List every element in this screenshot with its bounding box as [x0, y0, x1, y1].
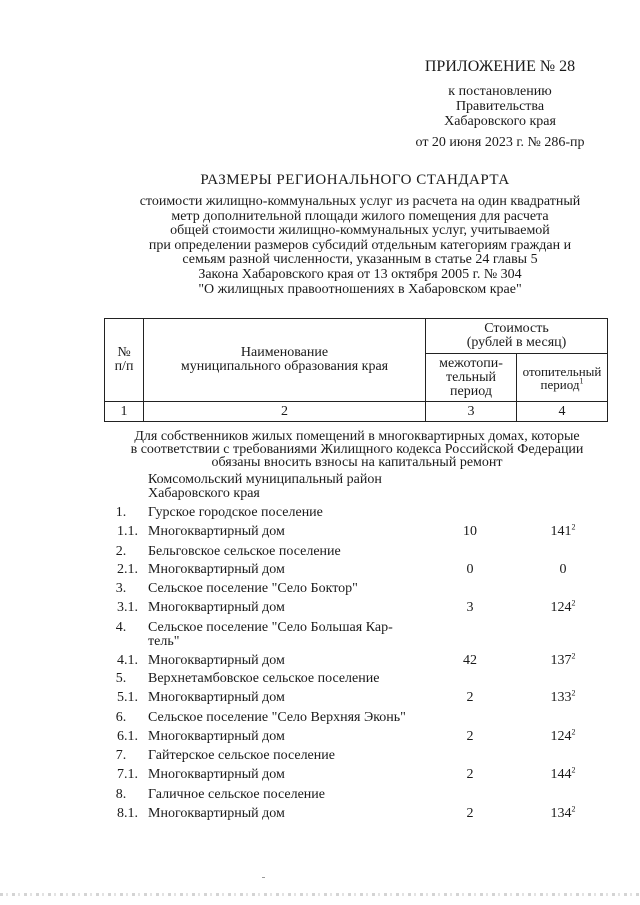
heating-value: 144	[550, 767, 572, 782]
row-name-line: Бельговское сельское поселение	[148, 544, 341, 559]
row-name	[148, 621, 416, 649]
row-name-line: Сельское поселение "Село Боктор"	[148, 581, 358, 596]
row-heating-cost	[517, 598, 609, 615]
row-interseason-cost: 0	[466, 562, 474, 577]
row-heating-cost	[517, 688, 609, 705]
heating-value: 137	[550, 653, 572, 668]
row-name-line: Галичное сельское поселение	[148, 787, 325, 802]
document-subtitle	[95, 195, 625, 297]
row-number: 5.	[115, 671, 127, 686]
footnote-mark: 2	[571, 598, 576, 608]
header-col-cost: Стоимость (рублей в месяц)	[426, 319, 608, 354]
row-name-line: Многоквартирный дом	[148, 806, 285, 821]
row-number: 7.	[115, 748, 127, 763]
row-name	[148, 749, 416, 763]
row-name-line: Сельское поселение "Село Верхняя Эконь"	[148, 710, 406, 725]
row-number: 3.1.	[117, 600, 138, 615]
subtitle-line: стоимости жилищно-коммунальных услуг из расчета на один квадратный	[139, 194, 581, 209]
footnote-mark: 2	[571, 522, 576, 532]
row-name	[148, 525, 416, 539]
region-heading: Комсомольский муниципальный район Хабаровского края	[148, 472, 382, 501]
row-number: 7.1.	[117, 767, 138, 782]
section-heading: Для собственников жилых помещений в многоквартирных домах, которые в соответствии с требованиями Жилищного кодекса Российской Федерации обязаны вносить взносы на капитальный ремонт	[130, 429, 584, 470]
row-number: 1.	[115, 505, 127, 520]
row-number: 2.1.	[117, 562, 138, 577]
heating-value: 141	[550, 524, 572, 539]
row-heating-cost	[517, 804, 609, 821]
row-name-line: Многоквартирный дом	[148, 600, 285, 615]
row-heating-cost	[517, 651, 609, 668]
row-heating-cost	[517, 522, 609, 539]
row-name-line: тель"	[148, 634, 180, 649]
heating-value: 124	[550, 600, 572, 615]
row-number: 3.	[115, 581, 127, 596]
row-name-line: Многоквартирный дом	[148, 653, 285, 668]
row-number: 2.	[115, 544, 127, 559]
header-col-name: Наименование муниципального образования края	[144, 319, 426, 402]
row-name	[148, 545, 416, 559]
footnote-mark: 2	[571, 651, 576, 661]
index-cell: 2	[144, 402, 426, 422]
row-name-line: Верхнетамбовское сельское поселение	[148, 671, 380, 686]
row-name-line: Гурское городское поселение	[148, 505, 323, 520]
row-name-line: Многоквартирный дом	[148, 690, 285, 705]
appendix-title: ПРИЛОЖЕНИЕ № 28	[424, 58, 576, 75]
row-number: 6.	[115, 710, 127, 725]
row-number: 8.	[115, 787, 127, 802]
subtitle-line: семьям разной численности, указанным в статье 24 главы 5	[182, 252, 538, 268]
footnote-mark: 2	[571, 688, 576, 698]
appendix-line: Хабаровского края	[444, 114, 556, 129]
appendix-date: от 20 июня 2023 г. № 286-пр	[415, 135, 585, 150]
row-number: 8.1.	[117, 806, 138, 821]
footnote-mark: 2	[571, 727, 576, 737]
row-heating-cost	[517, 727, 609, 744]
footnote-mark: 1	[579, 376, 584, 386]
row-name	[148, 601, 416, 615]
row-name	[148, 807, 416, 821]
index-cell: 1	[105, 402, 144, 422]
row-name	[148, 582, 416, 596]
row-name	[148, 711, 416, 725]
row-name-line: Сельское поселение "Село Большая Кар-	[148, 620, 393, 635]
row-interseason-cost: 2	[466, 729, 474, 744]
row-number: 1.1.	[117, 524, 138, 539]
row-interseason-cost: 10	[463, 524, 477, 539]
header-col-number: № п/п	[105, 319, 144, 402]
row-name-line: Многоквартирный дом	[148, 767, 285, 782]
footnote-mark: 2	[571, 765, 576, 775]
row-interseason-cost: 42	[463, 653, 477, 668]
row-name	[148, 768, 416, 782]
footnote-mark: 2	[571, 804, 576, 814]
appendix-block	[400, 58, 600, 150]
appendix-line: к постановлению	[448, 84, 552, 99]
heating-value: 124	[550, 729, 572, 744]
row-name-line: Многоквартирный дом	[148, 729, 285, 744]
row-heating-cost	[517, 563, 609, 577]
heating-value: 0	[559, 562, 567, 577]
row-name	[148, 672, 416, 686]
header-col-heating: отопительный период$^1$	[517, 354, 608, 402]
row-number: 4.1.	[117, 653, 138, 668]
subtitle-line: при определении размеров субсидий отдельным категориям граждан и	[148, 237, 572, 253]
scan-artifact	[0, 893, 640, 896]
row-name	[148, 506, 416, 520]
index-cell: 4	[517, 402, 608, 422]
row-interseason-cost: 2	[466, 767, 474, 782]
subtitle-line: метр дополнительной площади жилого помещения для расчета	[171, 208, 549, 224]
row-interseason-cost: 2	[466, 690, 474, 705]
row-number: 5.1.	[117, 690, 138, 705]
appendix-line: Правительства	[455, 99, 545, 114]
row-name	[148, 691, 416, 705]
row-name-line: Многоквартирный дом	[148, 562, 285, 577]
row-interseason-cost: 2	[466, 806, 474, 821]
subtitle-line: общей стоимости жилищно-коммунальных услуг, учитываемой	[170, 223, 550, 239]
row-name-line: Многоквартирный дом	[148, 524, 285, 539]
heating-value: 133	[550, 690, 572, 705]
index-cell: 3	[426, 402, 517, 422]
header-table	[104, 318, 608, 422]
document-title: РАЗМЕРЫ РЕГИОНАЛЬНОГО СТАНДАРТА	[200, 172, 510, 188]
row-name	[148, 730, 416, 744]
row-heating-cost	[517, 765, 609, 782]
row-name-line: Гайтерское сельское поселение	[148, 748, 335, 763]
subtitle-line: "О жилищных правоотношениях в Хабаровском крае"	[198, 281, 522, 297]
scan-speck	[262, 877, 265, 878]
row-number: 6.1.	[117, 729, 138, 744]
row-name	[148, 654, 416, 668]
subtitle-line: Закона Хабаровского края от 13 октября 2005 г. № 304	[198, 266, 522, 282]
row-number: 4.	[115, 620, 127, 635]
row-name	[148, 563, 416, 577]
header-col-interseason: межотопи- тельный период	[426, 354, 517, 402]
heating-value: 134	[550, 806, 572, 821]
row-name	[148, 788, 416, 802]
row-interseason-cost: 3	[466, 600, 474, 615]
